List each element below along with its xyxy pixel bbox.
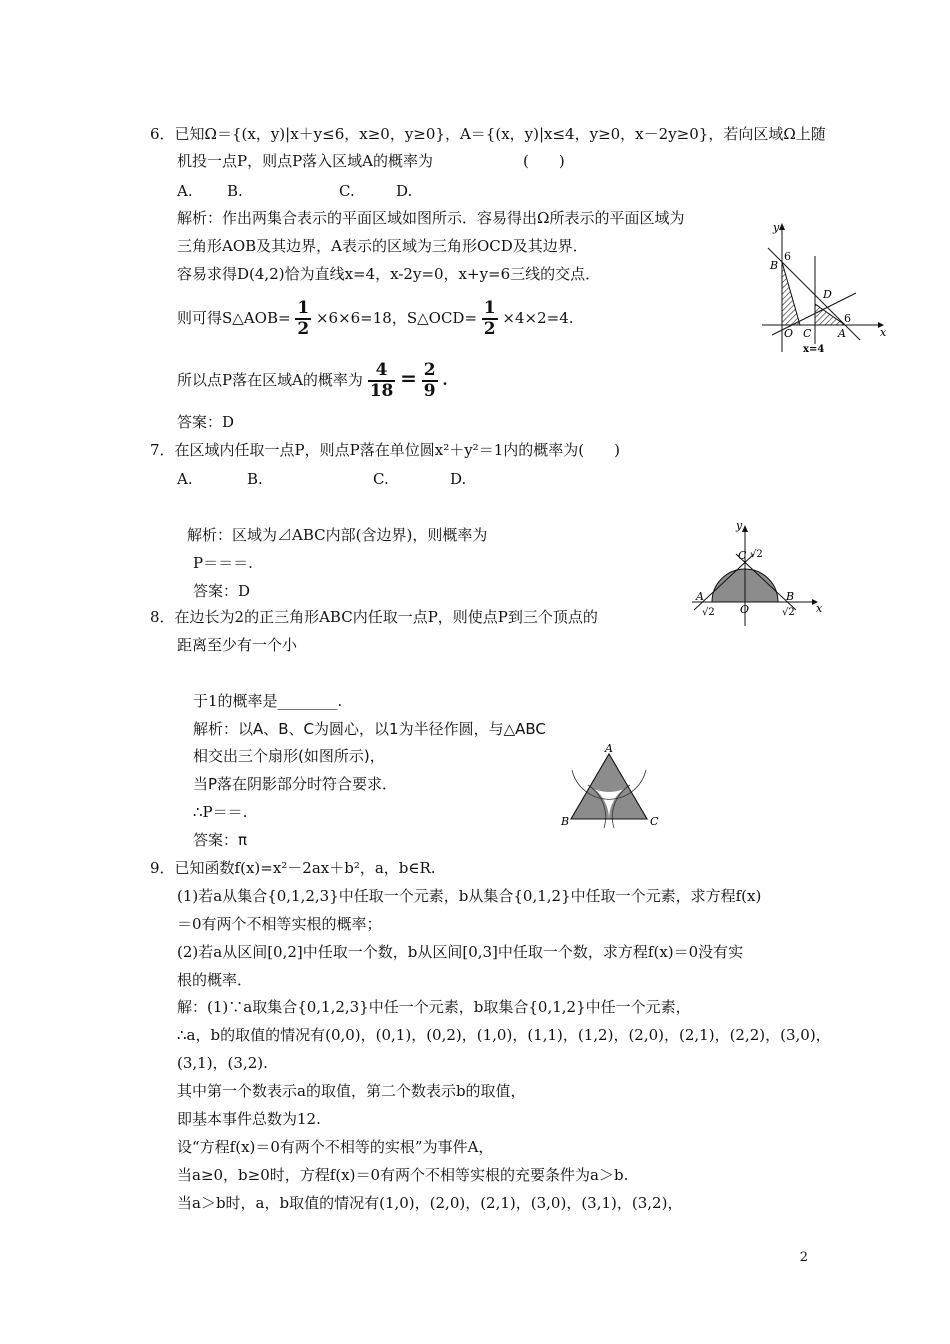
q9-part2-line2: 根的概率． <box>177 971 253 989</box>
q6-option-d: D. <box>396 182 413 200</box>
label-a: A <box>838 327 846 340</box>
page-number: 2 <box>799 1250 808 1265</box>
label-c: C <box>650 815 659 828</box>
q8-solution-line3: 当P落在阴影部分时符合要求． <box>193 775 398 793</box>
q9-solution-line4: 其中第一个数表示a的取值，第二个数表示b的取值， <box>177 1082 526 1100</box>
label-b: B <box>561 815 570 828</box>
q6-fraction-4-18 <box>368 361 396 401</box>
q7-option-b: B. <box>247 470 263 488</box>
q9-solution-line7: 当a≥0，b≥0时，方程f(x)＝0有两个不相等实根的充要条件为a＞b. <box>177 1166 629 1184</box>
q8-stem-line3: 于1的概率是________. <box>193 692 343 710</box>
label-a: A <box>696 590 704 603</box>
q7-option-d: D. <box>450 470 467 488</box>
label-x: x <box>880 326 887 339</box>
q9-part1-line2: ＝0有两个不相等实根的概率； <box>177 915 382 933</box>
label-x: x <box>816 602 823 615</box>
label-b: B <box>770 259 779 272</box>
q6-half-fraction-1 <box>295 299 311 339</box>
label-x-equals-4: x=4 <box>803 344 825 355</box>
label-6-y: 6 <box>784 250 791 263</box>
q9-solution-line8: 当a＞b时，a，b取值的情况有(1,0)，(2,0)，(2,1)，(3,0)，(3,1)，(3,2)， <box>177 1194 683 1212</box>
q8-stem-line2: 距离至少有一个小 <box>177 636 298 654</box>
q6-solution-line1: 解析：作出两集合表示的平面区域如图所示．容易得出Ω所表示的平面区域为 <box>177 209 685 227</box>
q6-probability-line <box>177 356 448 402</box>
triangle-ocd-hatched <box>815 304 845 325</box>
q6-stem-line2: 机投一点P，则点P落入区域A的概率为 ( ) <box>177 152 565 170</box>
q9-solution-line5: 即基本事件总数为12. <box>177 1110 321 1128</box>
fraction-denominator: 2 <box>483 319 496 339</box>
label-c: C <box>738 549 747 562</box>
q9-solution-line1: 解：(1)∵a取集合{0,1,2,3}中任一个元素，b取集合{0,1,2}中任一个元素， <box>177 998 691 1016</box>
equals-sign: = <box>400 366 417 390</box>
y-axis-arrow <box>779 223 785 230</box>
q9-solution-line2: ∴a，b的取值的情况有(0,0)，(0,1)，(0,2)，(1,0)，(1,1)，(1,2)，(2,0)，(2,1)，(2,2)，(3,0)， <box>177 1026 831 1044</box>
q6-option-a: A. <box>177 182 193 200</box>
q7-solution-line1: 解析：区域为⊿ABC内部(含边界)，则概率为 <box>187 526 488 544</box>
q7-answer: 答案：D <box>193 582 251 600</box>
fraction-numerator: 2 <box>423 360 436 380</box>
q6-answer: 答案：D <box>177 413 235 431</box>
q6-area-text-a: 则可得S△AOB= <box>177 309 291 327</box>
fraction-numerator: 4 <box>368 361 396 382</box>
q9-solution-line6: 设“方程f(x)＝0有两个不相等的实根”为事件A， <box>177 1138 494 1156</box>
label-sqrt2-y: √2 <box>750 549 763 560</box>
q6-half-fraction-2 <box>482 299 498 339</box>
q9-part1-line1: (1)若a从集合{0,1,2,3}中任取一个元素，b从集合{0,1,2}中任取一个元素，求方程f(x) <box>177 887 762 905</box>
q7-option-c: C. <box>373 470 389 488</box>
q6-probability-text: 所以点P落在区域A的概率为 <box>177 371 363 389</box>
label-6-x: 6 <box>844 312 851 325</box>
label-o: O <box>740 603 750 616</box>
fraction-denominator: 9 <box>423 381 436 401</box>
label-sqrt2-x: √2 <box>782 607 795 618</box>
q6-option-c: C. <box>339 182 355 200</box>
label-y: y <box>736 520 743 532</box>
label-b: B <box>786 590 795 603</box>
y-axis-arrow <box>742 525 748 532</box>
fraction-numerator: 1 <box>297 298 310 318</box>
q9-stem: 9．已知函数f(x)=x²－2ax＋b²，a，b∈R. <box>150 859 436 877</box>
q8-solution-line1: 解析：以A、B、C为圆心，以1为半径作圆，与△ABC <box>193 720 546 738</box>
q6-option-b: B. <box>227 182 243 200</box>
fraction-denominator: 18 <box>369 381 394 401</box>
q6-solution-line3: 容易求得D(4,2)恰为直线x=4，x-2y=0，x+y=6三线的交点． <box>177 265 601 283</box>
q7-region-figure <box>690 520 825 628</box>
q8-solution-line2: 相交出三个扇形(如图所示)， <box>193 747 385 765</box>
q6-region-figure <box>760 214 890 359</box>
q6-fraction-2-9 <box>422 361 438 401</box>
label-c: C <box>803 327 812 340</box>
fraction-numerator: 1 <box>483 298 496 318</box>
fraction-denominator: 2 <box>297 319 310 339</box>
label-minus-sqrt2: √2 <box>702 607 715 618</box>
period: . <box>442 371 448 389</box>
q7-option-a: A. <box>177 470 193 488</box>
label-a: A <box>605 742 613 755</box>
q8-answer: 答案：π <box>193 831 248 849</box>
q8-triangle-figure <box>558 740 668 830</box>
label-d: D <box>823 288 832 301</box>
q8-solution-line4: ∴P＝＝. <box>193 803 248 821</box>
q6-solution-line2: 三角形AOB及其边界，A表示的区域为三角形OCD及其边界． <box>177 237 588 255</box>
q9-solution-line3: (3,1)，(3,2). <box>177 1054 268 1072</box>
q6-area-text-b: ×6×6=18，S△OCD= <box>315 309 478 327</box>
q7-stem: 7．在区域内任取一点P，则点P落在单位圆x²＋y²＝1内的概率为( ) <box>150 441 620 459</box>
q8-stem-line1: 8．在边长为2的正三角形ABC内任取一点P，则使点P到三个顶点的 <box>150 608 598 626</box>
label-o: O <box>784 327 794 340</box>
q6-area-text-c: ×4×2=4. <box>502 309 574 327</box>
q7-solution-line2: P＝＝＝. <box>193 554 253 572</box>
label-y: y <box>773 221 780 234</box>
q9-part2-line1: (2)若a从区间[0,2]中任取一个数，b从区间[0,3]中任取一个数，求方程f(x)＝0没有实 <box>177 943 744 961</box>
q6-area-line <box>177 296 574 340</box>
q6-stem-line1: 6．已知Ω＝{(x，y)|x＋y≤6，x≥0，y≥0}，A＝{(x，y)|x≤4，y≥0，x－2y≥0}，若向区域Ω上随 <box>150 125 826 143</box>
